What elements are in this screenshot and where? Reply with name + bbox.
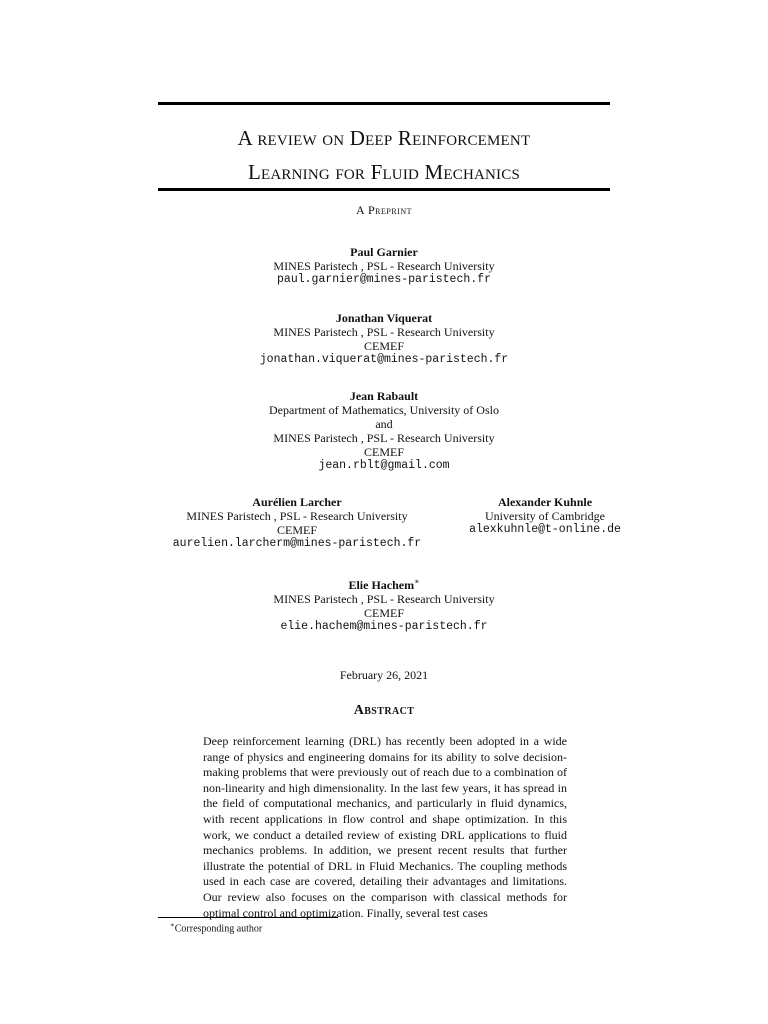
title-line-1: A review on Deep Reinforcement: [237, 126, 531, 150]
corresponding-author-mark: ∗: [414, 577, 420, 586]
paper-title: [0, 121, 768, 189]
author-name: Aurélien Larcher: [252, 495, 342, 509]
title-line-2: Learning for Fluid Mechanics: [247, 160, 521, 184]
author-affiliation: Department of Mathematics, University of Oslo: [269, 403, 499, 417]
title-bottom-rule: [158, 188, 610, 191]
author-email: paul.garnier@mines-paristech.fr: [277, 273, 491, 286]
author-block-kuhnle: [425, 495, 665, 537]
author-block-garnier: [184, 245, 584, 287]
title-top-rule: [158, 102, 610, 105]
author-block-rabault: [184, 389, 584, 473]
author-affiliation: MINES Paristech , PSL - Research University: [273, 592, 495, 606]
author-email: jonathan.viquerat@mines-paristech.fr: [259, 353, 509, 366]
abstract-heading: Abstract: [353, 703, 415, 718]
author-affiliation: MINES Paristech , PSL - Research University: [273, 259, 495, 273]
author-affiliation: University of Cambridge: [485, 509, 605, 523]
author-name: [184, 575, 584, 592]
author-affiliation: CEMEF: [276, 523, 317, 537]
author-email: aurelien.larcherm@mines-paristech.fr: [172, 537, 422, 550]
author-affiliation: MINES Paristech , PSL - Research University: [273, 325, 495, 339]
author-email: jean.rblt@gmail.com: [318, 459, 450, 472]
author-affiliation: CEMEF: [363, 339, 404, 353]
footnote-text: Corresponding author: [174, 923, 263, 935]
author-block-viquerat: [184, 311, 584, 367]
publication-date: February 26, 2021: [339, 668, 429, 682]
author-affiliation: MINES Paristech , PSL - Research University: [273, 431, 495, 445]
author-name-text: Elie Hachem: [348, 578, 415, 592]
author-name: Alexander Kuhnle: [497, 495, 593, 509]
author-email: alexkuhnle@t-online.de: [469, 523, 621, 536]
author-affiliation: and: [375, 417, 393, 431]
abstract-text: Deep reinforcement learning (DRL) has recently been adopted in a wide range of physics and engineering domains for its ability to solve decision-making problems that were previously out of reach due to a combination of non-linearity and high dimensionality. In the last few years, it has spread in the field of computational mechanics, and particularly in fluid dynamics, with recent applications in flow control and shape optimization. In this work, we conduct a detailed review of existing DRL applications to fluid mechanics problems. In addition, we present recent results that further illustrate the potential of DRL in Fluid Mechanics. The coupling methods used in each case are covered, detailing their advantages and limitations. Our review also focuses on the comparison with classical methods for optimal control and optimization. Finally, several test cases: [203, 734, 567, 920]
author-affiliation: MINES Paristech , PSL - Research University: [186, 509, 408, 523]
author-block-larcher: [156, 495, 438, 551]
author-block-hachem: [184, 575, 584, 634]
author-name: Paul Garnier: [350, 245, 418, 259]
footnote-rule: [158, 917, 338, 918]
author-email: elie.hachem@mines-paristech.fr: [280, 620, 488, 633]
author-affiliation: CEMEF: [363, 606, 404, 620]
author-affiliation: CEMEF: [363, 445, 404, 459]
preprint-label: A Preprint: [355, 203, 412, 217]
footnote-mark: ∗: [170, 921, 175, 929]
author-name: Jean Rabault: [349, 389, 419, 403]
footnote: [170, 921, 262, 934]
author-name: Jonathan Viquerat: [335, 311, 433, 325]
